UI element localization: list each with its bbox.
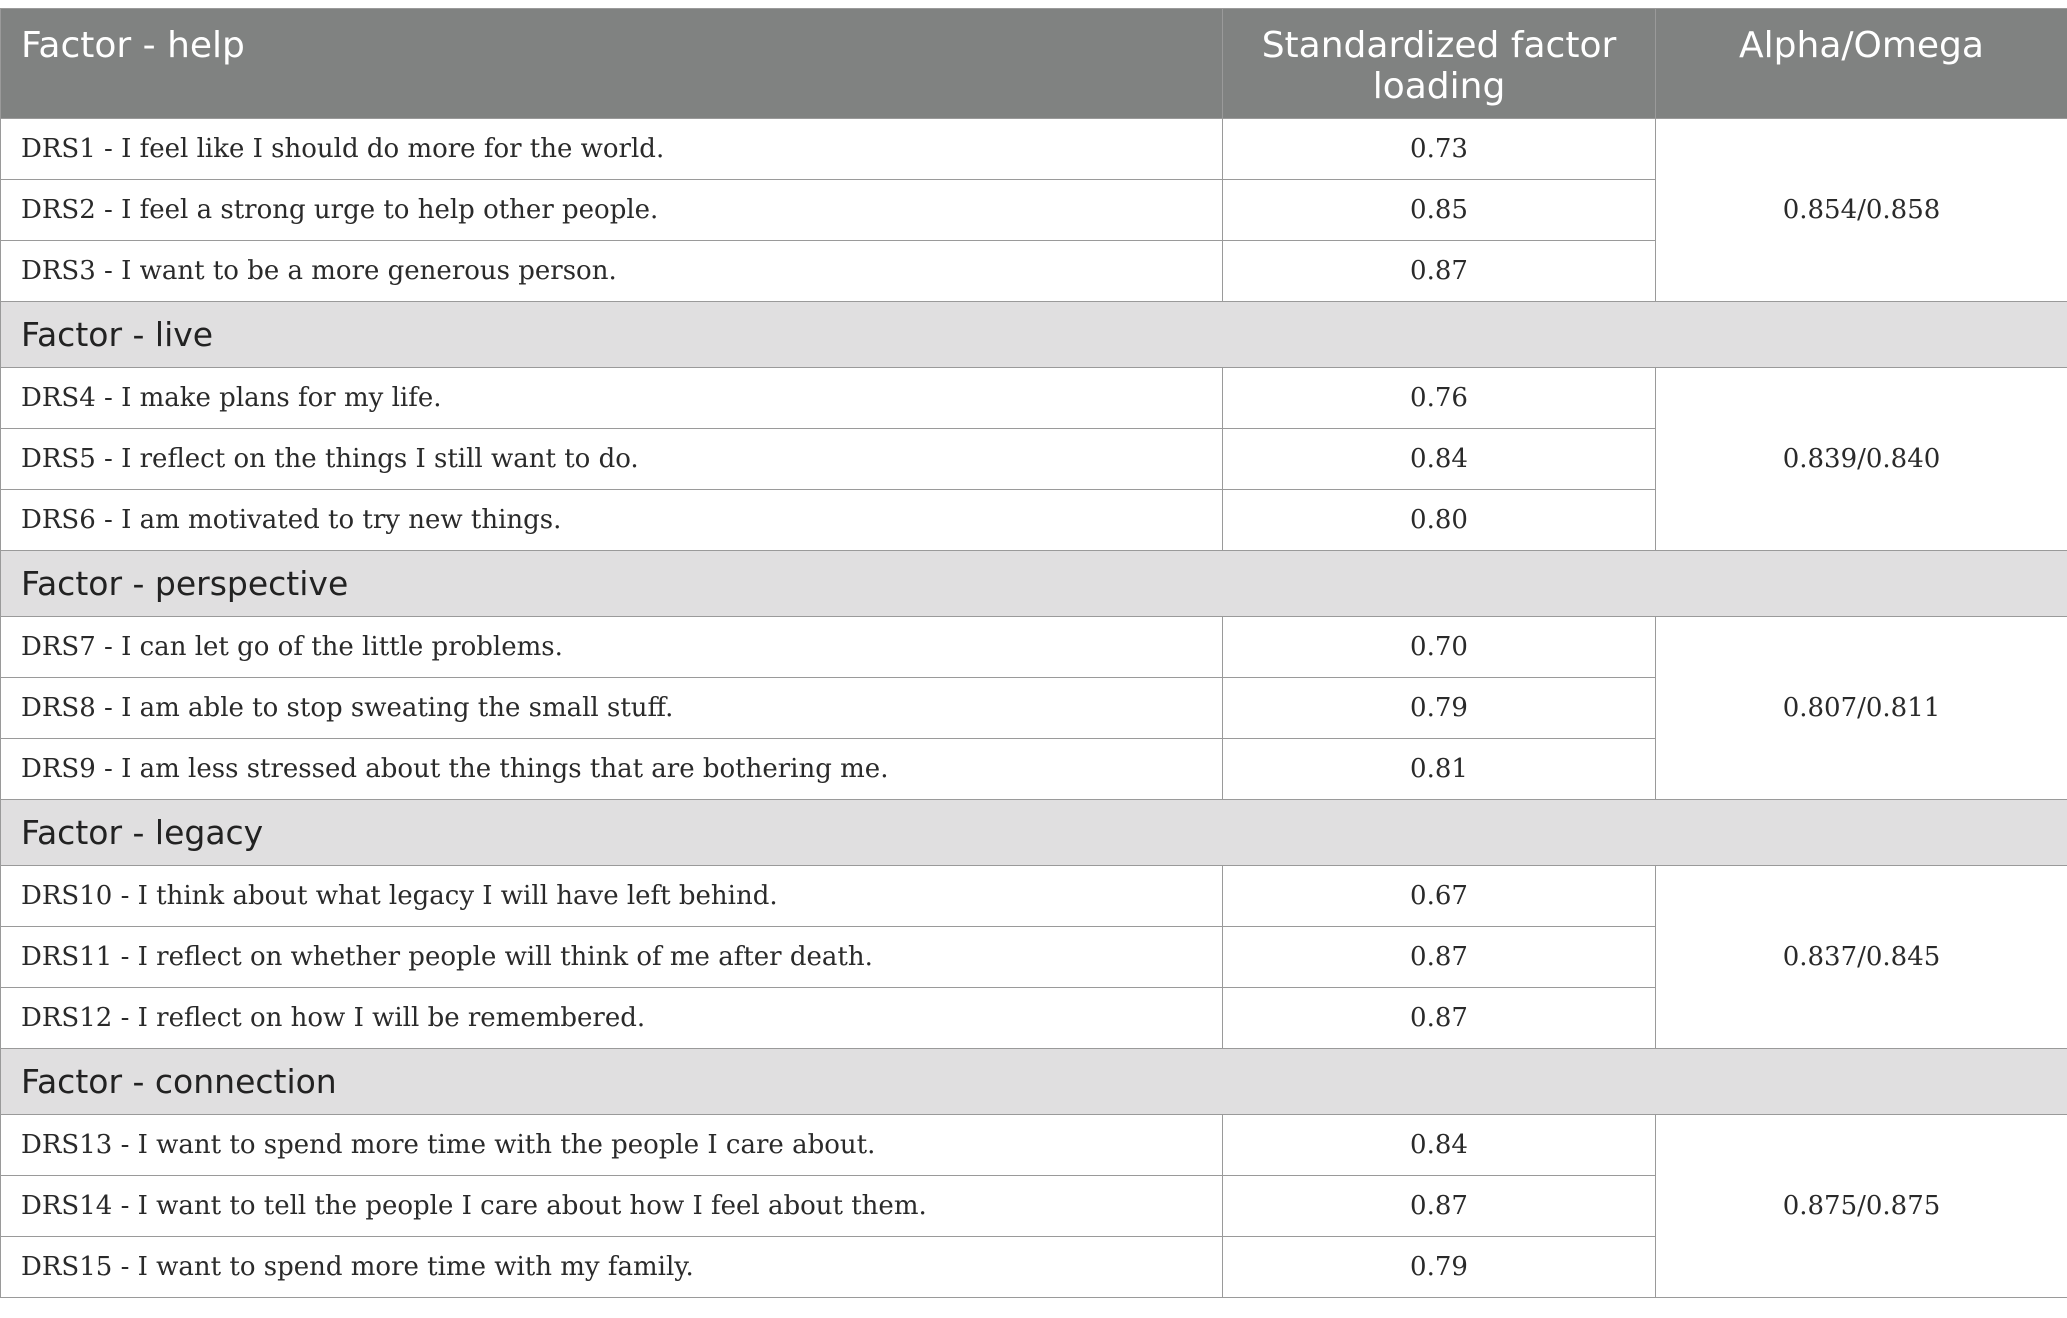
item-text: DRS10 - I think about what legacy I will have left behind.	[1, 866, 1223, 927]
table-row	[1, 368, 2067, 429]
table-row	[1, 1115, 2067, 1176]
alpha-omega-value: 0.875/0.875	[1656, 1115, 2067, 1298]
item-loading: 0.87	[1223, 241, 1656, 302]
item-text: DRS5 - I reflect on the things I still want to do.	[1, 429, 1223, 490]
table-row	[1, 617, 2067, 678]
item-loading: 0.80	[1223, 490, 1656, 551]
item-loading: 0.85	[1223, 180, 1656, 241]
item-loading: 0.87	[1223, 1176, 1656, 1237]
item-loading: 0.73	[1223, 119, 1656, 180]
item-loading: 0.84	[1223, 429, 1656, 490]
item-loading: 0.67	[1223, 866, 1656, 927]
item-loading: 0.87	[1223, 927, 1656, 988]
header-factor: Factor - help	[1, 9, 1223, 119]
item-text: DRS14 - I want to tell the people I care about how I feel about them.	[1, 1176, 1223, 1237]
item-text: DRS12 - I reflect on how I will be remembered.	[1, 988, 1223, 1049]
factor-loading-table	[0, 8, 2067, 1298]
alpha-omega-value: 0.839/0.840	[1656, 368, 2067, 551]
table-row	[1, 866, 2067, 927]
item-loading: 0.87	[1223, 988, 1656, 1049]
factor-group-row	[1, 800, 2067, 866]
factor-group-title: Factor - connection	[1, 1049, 2067, 1115]
factor-group-row	[1, 551, 2067, 617]
header-alpha-omega: Alpha/Omega	[1656, 9, 2067, 119]
item-loading: 0.81	[1223, 739, 1656, 800]
table-row	[1, 119, 2067, 180]
factor-group-row	[1, 302, 2067, 368]
item-loading: 0.84	[1223, 1115, 1656, 1176]
item-text: DRS7 - I can let go of the little problems.	[1, 617, 1223, 678]
item-loading: 0.76	[1223, 368, 1656, 429]
factor-group-title: Factor - live	[1, 302, 2067, 368]
item-text: DRS9 - I am less stressed about the things that are bothering me.	[1, 739, 1223, 800]
alpha-omega-value: 0.854/0.858	[1656, 119, 2067, 302]
item-text: DRS1 - I feel like I should do more for the world.	[1, 119, 1223, 180]
item-loading: 0.79	[1223, 678, 1656, 739]
factor-group-title: Factor - perspective	[1, 551, 2067, 617]
factor-group-row	[1, 1049, 2067, 1115]
factor-group-title: Factor - legacy	[1, 800, 2067, 866]
item-text: DRS15 - I want to spend more time with my family.	[1, 1237, 1223, 1298]
item-text: DRS3 - I want to be a more generous person.	[1, 241, 1223, 302]
alpha-omega-value: 0.807/0.811	[1656, 617, 2067, 800]
alpha-omega-value: 0.837/0.845	[1656, 866, 2067, 1049]
item-text: DRS2 - I feel a strong urge to help other people.	[1, 180, 1223, 241]
item-loading: 0.70	[1223, 617, 1656, 678]
item-text: DRS11 - I reflect on whether people will think of me after death.	[1, 927, 1223, 988]
item-text: DRS13 - I want to spend more time with the people I care about.	[1, 1115, 1223, 1176]
table-header-row	[1, 9, 2067, 119]
header-standardized-factor-loading: Standardized factor loading	[1223, 9, 1656, 119]
item-text: DRS4 - I make plans for my life.	[1, 368, 1223, 429]
item-loading: 0.79	[1223, 1237, 1656, 1298]
item-text: DRS8 - I am able to stop sweating the small stuff.	[1, 678, 1223, 739]
item-text: DRS6 - I am motivated to try new things.	[1, 490, 1223, 551]
